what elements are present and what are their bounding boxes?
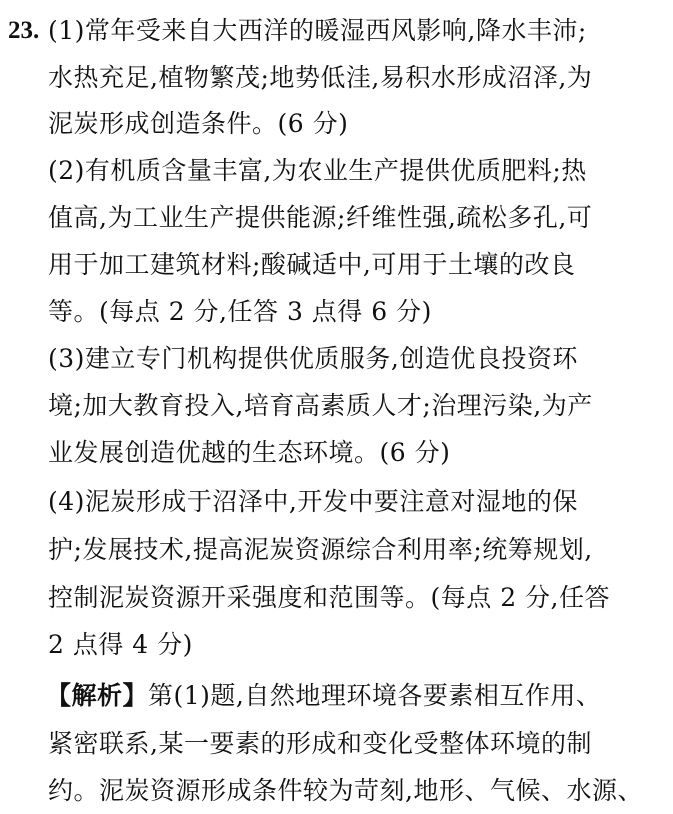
analysis-line-2: 紧密联系,某一要素的形成和变化受整体环境的制 [48,729,592,758]
analysis-line-1 [46,672,666,719]
answer-line-11: (4)泥炭形成于沼泽中,开发中要注意对湿地的保 [48,487,578,516]
analysis-line-3: 约。泥炭资源形成条件较为苛刻,地形、气候、水源、 [48,776,643,805]
answer-line-2: 水热充足,植物繁茂;地势低洼,易积水形成沼泽,为 [48,63,593,92]
answer-line-9: 境;加大教育投入,培育高素质人才;治理污染,为产 [48,391,593,420]
answer-line-14: 2 点得 4 分) [48,630,193,659]
answer-line-5: 值高,为工业生产提供能源;纤维性强,疏松多孔,可 [48,203,593,232]
answer-line-6: 用于加工建筑材料;酸碱适中,可用于土壤的改良 [48,250,576,279]
answer-line-4: (2)有机质含量丰富,为农业生产提供优质肥料;热 [48,156,587,185]
question-number: 23. [8,17,40,44]
answer-line-12: 护;发展技术,提高泥炭资源综合利用率;统筹规划, [48,535,593,564]
answer-line-10: 业发展创造优越的生态环境。(6 分) [48,438,451,467]
analysis-tag: 【解析】 [46,681,149,710]
answer-line-7: 等。(每点 2 分,任答 3 点得 6 分) [48,297,432,326]
answer-line-8: (3)建立专门机构提供优质服务,创造优良投资环 [48,344,578,373]
analysis-line-1-text: 第(1)题,自然地理环境各要素相互作用、 [148,681,602,710]
answer-line-13: 控制泥炭资源开采强度和范围等。(每点 2 分,任答 [48,583,611,612]
answer-line-3: 泥炭形成创造条件。(6 分) [48,109,349,138]
answer-line-1: (1)常年受来自大西洋的暖湿西风影响,降水丰沛; [48,16,587,45]
